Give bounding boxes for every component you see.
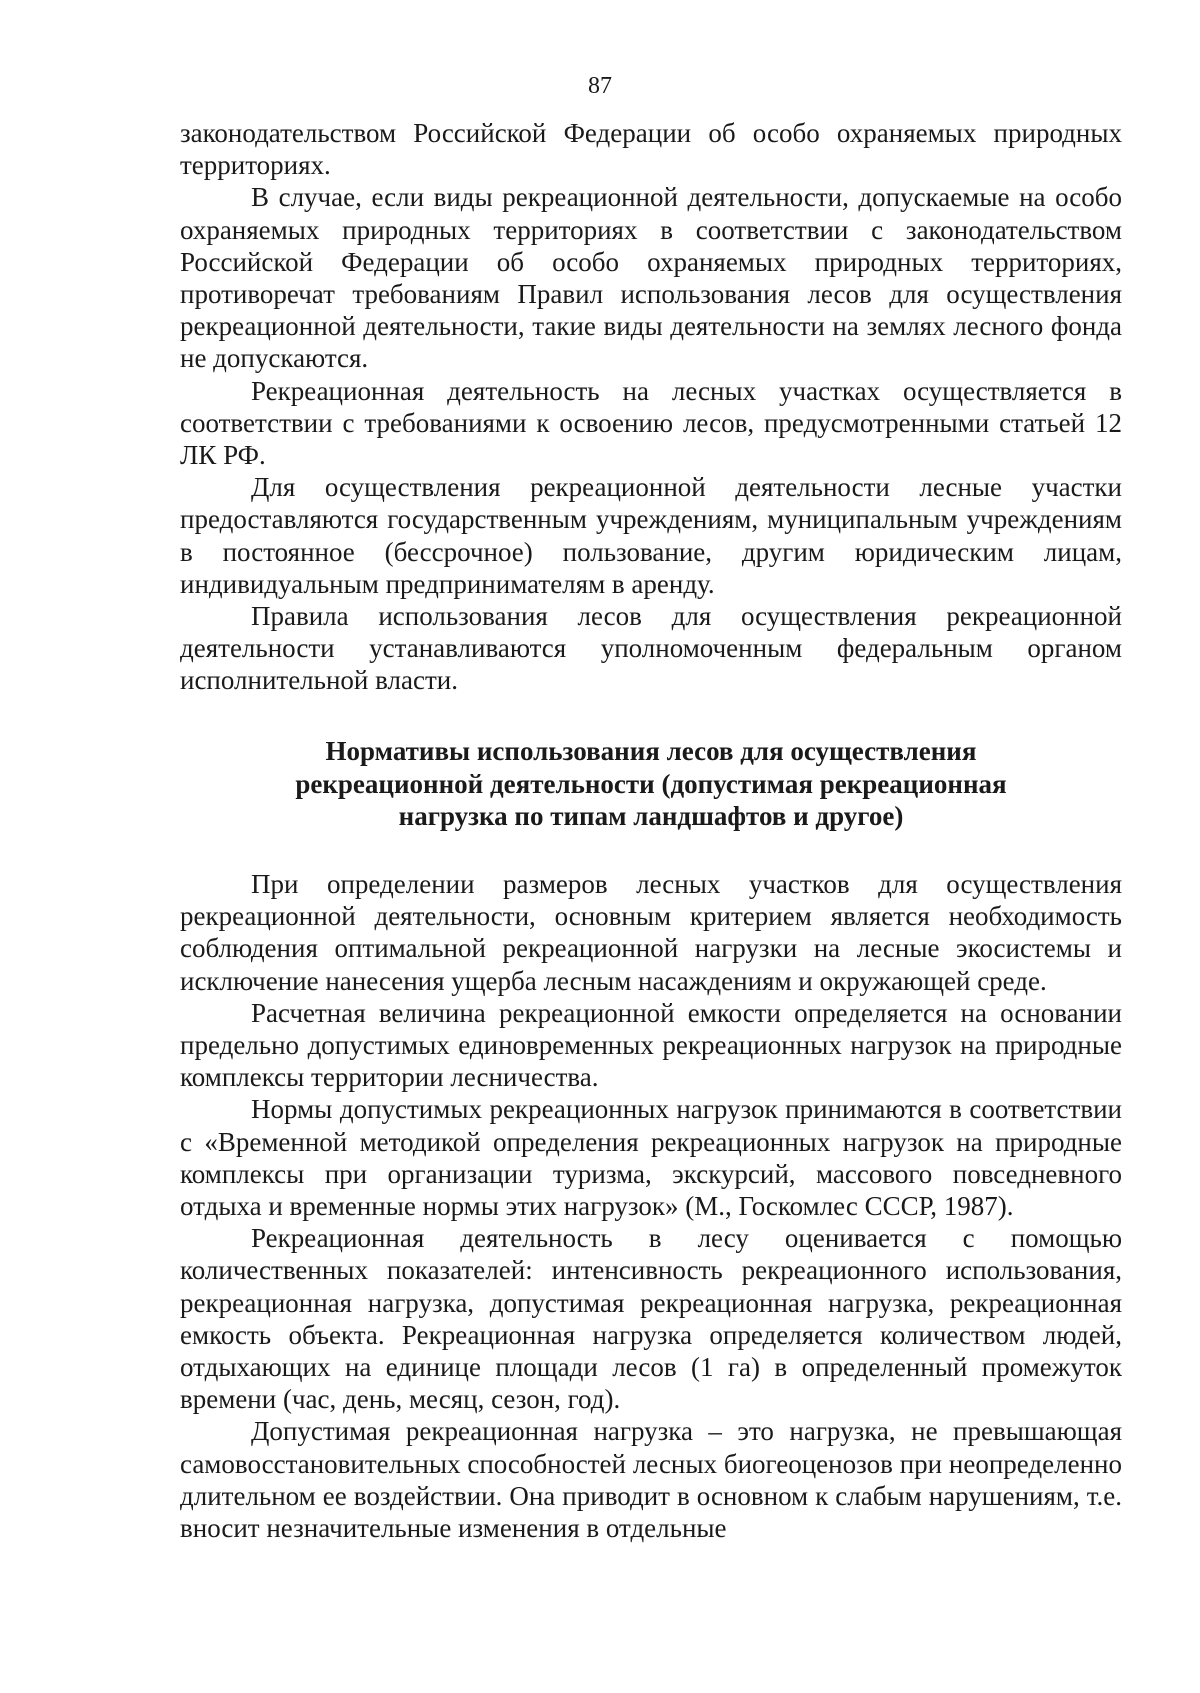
paragraph: Правила использования лесов для осуществления рекреационной деятельности устанавливаются уполномоченным федеральным органом исполнительной власти. (180, 601, 1122, 696)
paragraph: Расчетная величина рекреационной емкости определяется на основании предельно допустимых единовременных рекреационных нагрузок на природные комплексы территории лесничества. (180, 997, 1122, 1093)
section-heading (180, 735, 1122, 833)
paragraph: В случае, если виды рекреационной деятельности, допускаемые на особо охраняемых природных территориях в соответствии с законодательством Российской Федерации об особо охраняемых природных территориях, противоречат требованиям Правил использования лесов для осуществления рекреационной деятельности, такие виды деятельности на землях лесного фонда не допускаются. (180, 182, 1122, 374)
paragraph-continuation: законодательством Российской Федерации об особо охраняемых природных территориях. (180, 118, 1122, 181)
paragraph: Нормы допустимых рекреационных нагрузок принимаются в соответствии с «Временной методикой определения рекреационных нагрузок на природные комплексы при организации туризма, экскурсий, массового повседневного отдыха и временные нормы этих нагрузок» (М., Госкомлес СССР, 1987). (180, 1094, 1122, 1222)
page-number: 87 (588, 73, 612, 99)
paragraph: Рекреационная деятельность на лесных участках осуществляется в соответствии с требованиями к освоению лесов, предусмотренными статьей 12 ЛК РФ. (180, 375, 1122, 471)
paragraph: Для осуществления рекреационной деятельности лесные участки предоставляются государственным учреждениям, муниципальным учреждениям в постоянное (бессрочное) пользование, другим юридическим лицам, индивидуальным предпринимателям в аренду. (180, 472, 1122, 599)
section-heading-line: нагрузка по типам ландшафтов и другое) (398, 801, 904, 831)
text-block-top (180, 117, 1122, 697)
section-heading-line: рекреационной деятельности (допустимая рекреационная (295, 768, 1007, 799)
text-block-bottom (180, 868, 1122, 1544)
paragraph-continued: Допустимая рекреационная нагрузка – это нагрузка, не превышающая самовосстановительных способностей лесных биогеоценозов при неопределенно длительном ее воздействии. Она приводит в основном к слабым нарушениям, т.е. вносит незначительные изменения в отдельные (180, 1416, 1122, 1544)
paragraph: Рекреационная деятельность в лесу оценивается с помощью количественных показателей: интенсивность рекреационного использования, рекреационная нагрузка, допустимая рекреационная нагрузка, рекреационная емкость объекта. Рекреационная нагрузка определяется количеством людей, отдыхающих на единице площади лесов (1 га) в определенный промежуток времени (час, день, месяц, сезон, год). (180, 1223, 1122, 1415)
paragraph: При определении размеров лесных участков для осуществления рекреационной деятельности, основным критерием является необходимость соблюдения оптимальной рекреационной нагрузки на лесные экосистемы и исключение нанесения ущерба лесным насаждениям и окружающей среде. (180, 869, 1122, 996)
section-heading-line: Нормативы использования лесов для осуществления (325, 736, 977, 766)
